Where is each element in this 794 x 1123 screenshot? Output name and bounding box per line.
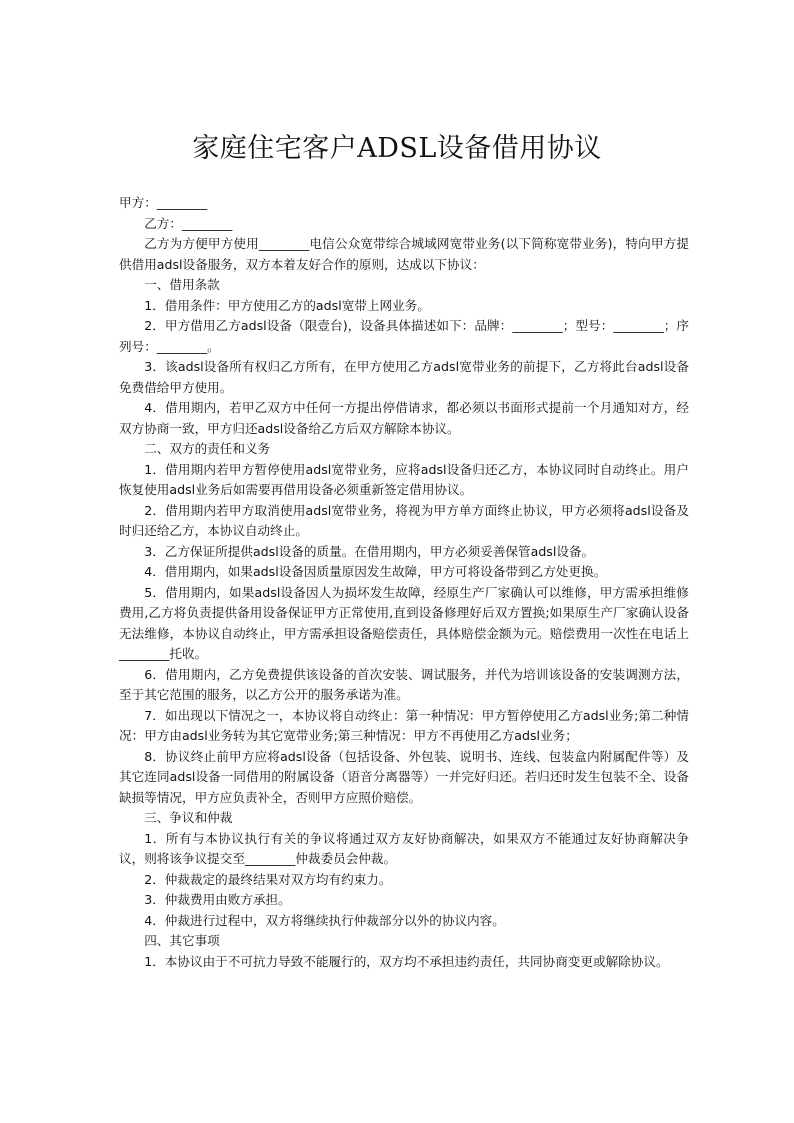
clause-2-5: 5．借用期内，如果adsl设备因人为损坏发生故障，经原生产厂家确认可以维修，甲方需承担维修费用,乙方将负责提供备用设备保证甲方正常使用,直到设备修理好后双方置换;如果原生产厂家确认设备无法维修，本协议自动终止，甲方需承担设备赔偿责任，具体赔偿金额为元。赔偿费用一次性在电话上________托收。 (119, 584, 689, 661)
clause-4-1: 1．本协议由于不可抗力导致不能履行的，双方均不承担违约责任，共同协商变更或解除协议。 (144, 953, 669, 969)
clause-1-1: 1．借用条件：甲方使用乙方的adsl宽带上网业务。 (144, 297, 430, 313)
section-heading-4: 四、其它事项 (144, 933, 220, 948)
clause-2-6: 6．借用期内，乙方免费提供该设备的首次安装、调试服务，并代为培训该设备的安装调测方法，至于其它范围的服务，以乙方公开的服务承诺为准。 (119, 666, 689, 702)
clause-2-8: 8．协议终止前甲方应将adsl设备（包括设备、外包装、说明书、连线、包装盒内附属配件等）及其它连同adsl设备一同借用的附属设备（语音分离器等）一并完好归还。若归还时发生包装不全、设备缺损等情况，甲方应负责补全，否则甲方应照价赔偿。 (119, 748, 689, 805)
clause-2-2: 2．借用期内若甲方取消使用adsl宽带业务，将视为甲方单方面终止协议，甲方必须将adsl设备及时归还给乙方，本协议自动终止。 (119, 502, 689, 538)
party-a-line: 甲方：________ (119, 195, 208, 210)
document-title: 家庭住宅客户ADSL设备借用协议 (192, 133, 602, 164)
clause-1-3: 3．该adsl设备所有权归乙方所有，在甲方使用乙方adsl宽带业务的前提下，乙方将此台adsl设备免费借给甲方使用。 (119, 359, 689, 395)
preamble: 乙方为方便甲方使用________电信公众宽带综合城域网宽带业务(以下简称宽带业务)，特向甲方提供借用adsl设备服务，双方本着友好合作的原则，达成以下协议： (119, 236, 689, 272)
clause-3-4: 4．仲裁进行过程中，双方将继续执行仲裁部分以外的协议内容。 (144, 912, 505, 928)
clause-1-4: 4．借用期内，若甲乙双方中任何一方提出停借请求，都必须以书面形式提前一个月通知对方，经双方协商一致，甲方归还adsl设备给乙方后双方解除本协议。 (119, 400, 689, 436)
document-body (119, 193, 689, 972)
clause-2-4: 4．借用期内，如果adsl设备因质量原因发生故障，甲方可将设备带到乙方处更换。 (144, 564, 607, 579)
party-b-line: 乙方：________ (144, 215, 233, 231)
section-heading-3: 三、争议和仲裁 (144, 810, 233, 825)
clause-2-1: 1．借用期内若甲方暂停使用adsl宽带业务，应将adsl设备归还乙方，本协议同时自动终止。用户恢复使用adsl业务后如需要再借用设备必须重新签定借用协议。 (119, 461, 689, 497)
clause-3-1: 1．所有与本协议执行有关的争议将通过双方友好协商解决，如果双方不能通过友好协商解决争议，则将该争议提交至________仲裁委员会仲裁。 (119, 830, 689, 866)
clause-3-3: 3．仲裁费用由败方承担。 (144, 892, 291, 907)
clause-3-2: 2．仲裁裁定的最终结果对双方均有约束力。 (144, 871, 392, 887)
clause-1-2: 2．甲方借用乙方adsl设备（限壹台)，设备具体描述如下：品牌：________；型号：________；序列号：________。 (119, 318, 689, 354)
section-heading-1: 一、借用条款 (144, 277, 220, 292)
clause-2-3: 3．乙方保证所提供adsl设备的质量。在借用期内，甲方必须妥善保管adsl设备。 (144, 543, 595, 559)
clause-2-7: 7．如出现以下情况之一，本协议将自动终止：第一种情况：甲方暂停使用乙方adsl业务;第二种情况：甲方由adsl业务转为其它宽带业务;第三种情况：甲方不再使用乙方adsl业务； (119, 707, 689, 743)
section-heading-2: 二、双方的责任和义务 (144, 441, 271, 456)
